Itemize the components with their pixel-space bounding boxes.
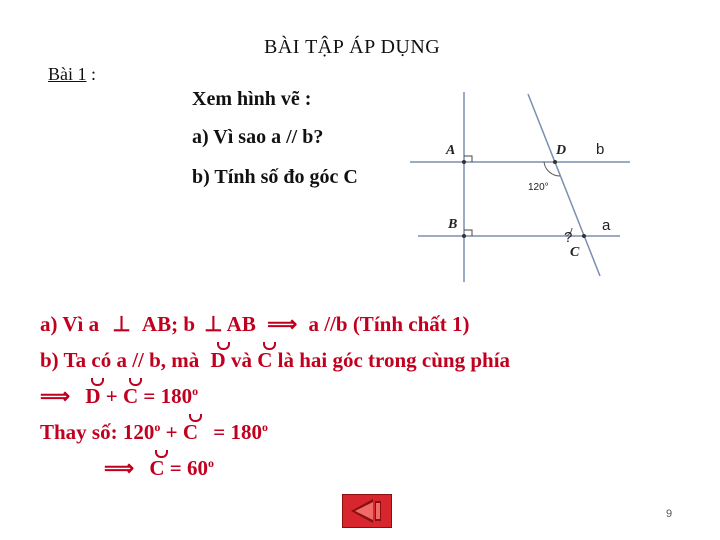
solution-line-1 <box>40 312 470 337</box>
sol-l1-b: AB; b <box>141 312 196 336</box>
sol-l2-D: D <box>210 348 226 372</box>
sol-l5-eq: = 60 <box>169 456 208 480</box>
degree-sup: o <box>154 420 161 434</box>
question-line-2: a) Vì sao a // b? <box>192 126 324 148</box>
angle-C-3 <box>183 420 198 445</box>
solution-line-3 <box>40 384 198 409</box>
question-line-1: Xem hình vẽ : <box>192 88 312 110</box>
sol-l3-plus: + <box>105 384 118 408</box>
label-b: b <box>596 141 605 158</box>
sol-l5-C: C <box>149 456 165 480</box>
implies-icon: ⟹ <box>104 456 135 480</box>
sol-l1-c: AB <box>226 312 256 336</box>
point-B <box>462 234 466 238</box>
degree-sup: o <box>261 420 268 434</box>
sol-l3-C: C <box>123 384 139 408</box>
sol-l2-b: và <box>230 348 252 372</box>
page-number: 9 <box>666 508 673 520</box>
sol-l4-eq: = 180 <box>213 420 262 444</box>
point-A <box>462 160 466 164</box>
angle-C-1 <box>257 348 272 373</box>
sol-l1-d: a //b (Tính chất 1) <box>308 312 470 336</box>
sol-l4-plus: + <box>165 420 178 444</box>
label-B: B <box>448 217 458 232</box>
solution-line-5 <box>104 456 214 481</box>
label-a: a <box>602 217 611 234</box>
exercise-label <box>48 64 96 85</box>
label-C: C <box>570 245 580 260</box>
exercise-colon: : <box>91 64 97 84</box>
solution-line-4 <box>40 420 268 445</box>
sol-l3-D: D <box>85 384 101 408</box>
back-nav-button[interactable] <box>342 494 392 528</box>
sol-l2-c: là hai góc trong cùng phía <box>277 348 511 372</box>
angle-C-2 <box>123 384 138 409</box>
sol-l4-C: C <box>182 420 198 444</box>
point-D <box>553 160 557 164</box>
geometry-figure <box>410 86 630 286</box>
point-C <box>582 234 586 238</box>
sol-l4-a: Thay số: 120 <box>40 420 155 444</box>
angle-D-1 <box>211 348 226 373</box>
slide-title: BÀI TẬP ÁP DỤNG <box>264 36 441 58</box>
unknown-angle-mark: ? <box>564 229 573 246</box>
label-D: D <box>556 143 567 158</box>
exercise-number: Bài 1 <box>48 64 87 84</box>
label-A: A <box>446 143 456 158</box>
degree-sup: o <box>192 384 199 398</box>
back-arrow-icon <box>343 495 391 527</box>
solution-line-2 <box>40 348 510 373</box>
sol-l3-eq: = 180 <box>143 384 193 408</box>
sol-l2-C: C <box>257 348 273 372</box>
sol-l2-a: b) Ta có a // b, mà <box>40 348 200 372</box>
perpendicular-icon: ⊥ <box>204 312 223 336</box>
degree-sup: o <box>208 456 214 470</box>
sol-l1-a: a) Vì a <box>40 312 100 336</box>
question-line-3: b) Tính số đo góc C <box>192 166 358 188</box>
angle-C-4 <box>149 456 164 481</box>
implies-icon: ⟹ <box>40 384 71 408</box>
implies-icon: ⟹ <box>267 312 298 336</box>
perpendicular-icon: ⊥ <box>112 312 131 336</box>
angle-D-2 <box>85 384 100 409</box>
angle-label-120: 120° <box>528 182 549 193</box>
